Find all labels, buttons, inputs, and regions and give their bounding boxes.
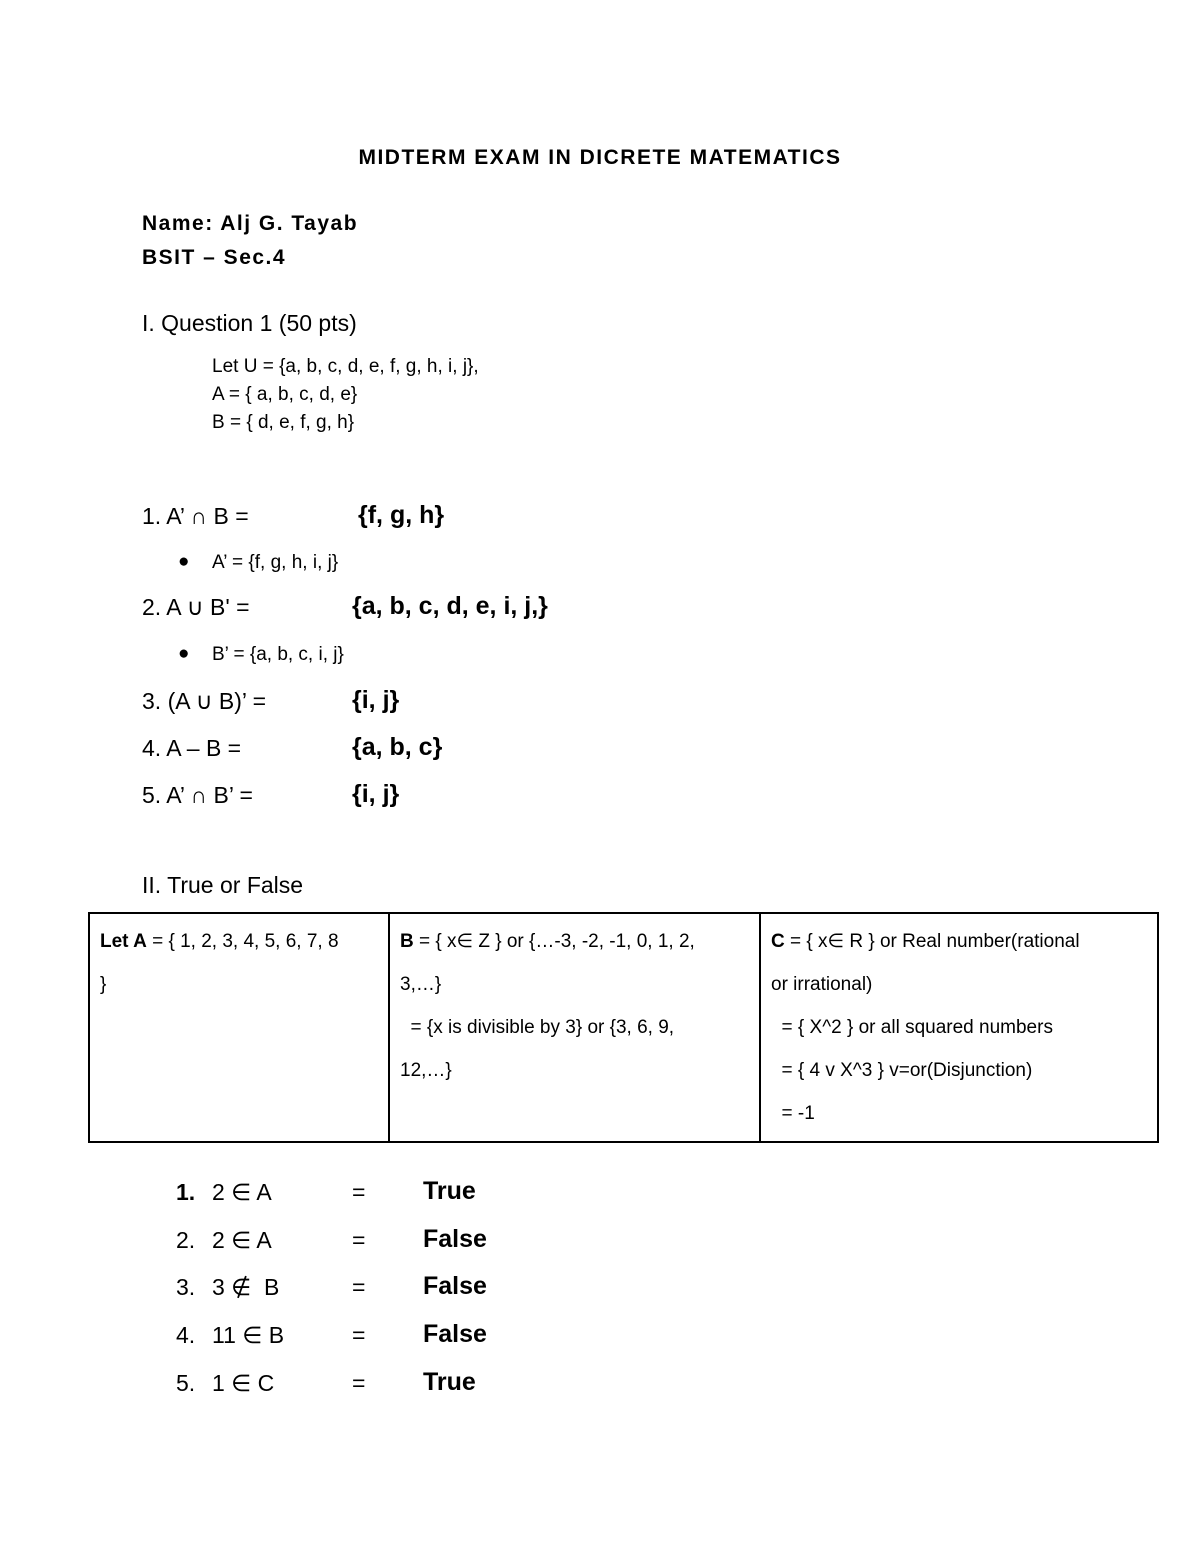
q2-label: 2. A ∪ B' =: [142, 594, 250, 620]
set-c-line: = { X^2 } or all squared numbers: [771, 1017, 1053, 1038]
set-b-label: B: [400, 931, 414, 952]
set-b-cell: [389, 913, 760, 1142]
set-b-line: = {x is divisible by 3} or {3, 6, 9,: [400, 1017, 675, 1038]
q5-label: 5. A’ ∩ B’ =: [142, 782, 253, 808]
bullet-icon: ●: [178, 551, 190, 572]
sets-definition-table: [88, 912, 1159, 1143]
given-universal-set: Let U = {a, b, c, d, e, f, g, h, i, j},: [212, 356, 479, 377]
tf-item-expression: 1 ∈ C: [212, 1370, 275, 1396]
set-c-line: or irrational): [771, 974, 873, 995]
tf-item-equals: =: [352, 1227, 366, 1253]
tf-item-number: 5.: [176, 1370, 196, 1396]
q2-answer: {a, b, c, d, e, i, j,}: [352, 592, 548, 620]
tf-item-equals: =: [352, 1274, 366, 1300]
bullet-icon: ●: [178, 643, 190, 664]
q1-answer: {f, g, h}: [358, 501, 445, 529]
q4-answer: {a, b, c}: [352, 733, 443, 761]
q3-label: 3. (A ∪ B)’ =: [142, 688, 266, 714]
q2-note: B’ = {a, b, c, i, j}: [212, 644, 344, 665]
tf-item-number: 4.: [176, 1322, 196, 1348]
q1-label: 1. A’ ∩ B =: [142, 503, 249, 529]
tf-item-equals: =: [352, 1370, 366, 1396]
part2-heading: II. True or False: [142, 872, 304, 898]
set-b-line: = { x∈ Z } or {…-3, -2, -1, 0, 1, 2,: [413, 931, 695, 952]
q5-answer: {i, j}: [352, 780, 400, 808]
tf-item-answer: True: [423, 1368, 476, 1396]
part1-heading: I. Question 1 (50 pts): [142, 310, 357, 336]
given-set-a: A = { a, b, c, d, e}: [212, 384, 358, 405]
student-section: BSIT – Sec.4: [142, 246, 287, 269]
set-b-line: 3,…}: [400, 974, 442, 995]
set-a-line: }: [100, 974, 107, 995]
tf-item-expression: 2 ∈ A: [212, 1179, 272, 1205]
set-a-label: Let A: [100, 931, 147, 952]
set-c-line: = -1: [771, 1103, 815, 1124]
student-name: Name: Alj G. Tayab: [142, 212, 359, 235]
set-a-line: = { 1, 2, 3, 4, 5, 6, 7, 8: [146, 931, 339, 952]
set-a-cell: [89, 913, 389, 1142]
tf-item-number: 1.: [176, 1179, 196, 1205]
tf-item-answer: False: [423, 1272, 487, 1300]
q3-answer: {i, j}: [352, 686, 400, 714]
tf-item-answer: True: [423, 1177, 476, 1205]
tf-item-number: 2.: [176, 1227, 196, 1253]
set-c-line: = { x∈ R } or Real number(rational: [784, 931, 1080, 952]
q4-label: 4. A – B =: [142, 735, 242, 761]
set-b-line: 12,…}: [400, 1060, 452, 1081]
tf-item-expression: 3 ∉ B: [212, 1274, 280, 1300]
tf-item-answer: False: [423, 1225, 487, 1253]
tf-item-answer: False: [423, 1320, 487, 1348]
tf-item-equals: =: [352, 1179, 366, 1205]
exam-title: MIDTERM EXAM IN DICRETE MATEMATICS: [358, 146, 842, 169]
tf-item-expression: 2 ∈ A: [212, 1227, 272, 1253]
set-c-label: C: [771, 931, 785, 952]
given-set-b: B = { d, e, f, g, h}: [212, 412, 355, 433]
tf-item-equals: =: [352, 1322, 366, 1348]
tf-item-number: 3.: [176, 1274, 196, 1300]
set-c-cell: [760, 913, 1158, 1142]
q1-note: A’ = {f, g, h, i, j}: [212, 552, 339, 573]
tf-item-expression: 11 ∈ B: [212, 1322, 285, 1348]
set-c-line: = { 4 v X^3 } v=or(Disjunction): [771, 1060, 1033, 1081]
